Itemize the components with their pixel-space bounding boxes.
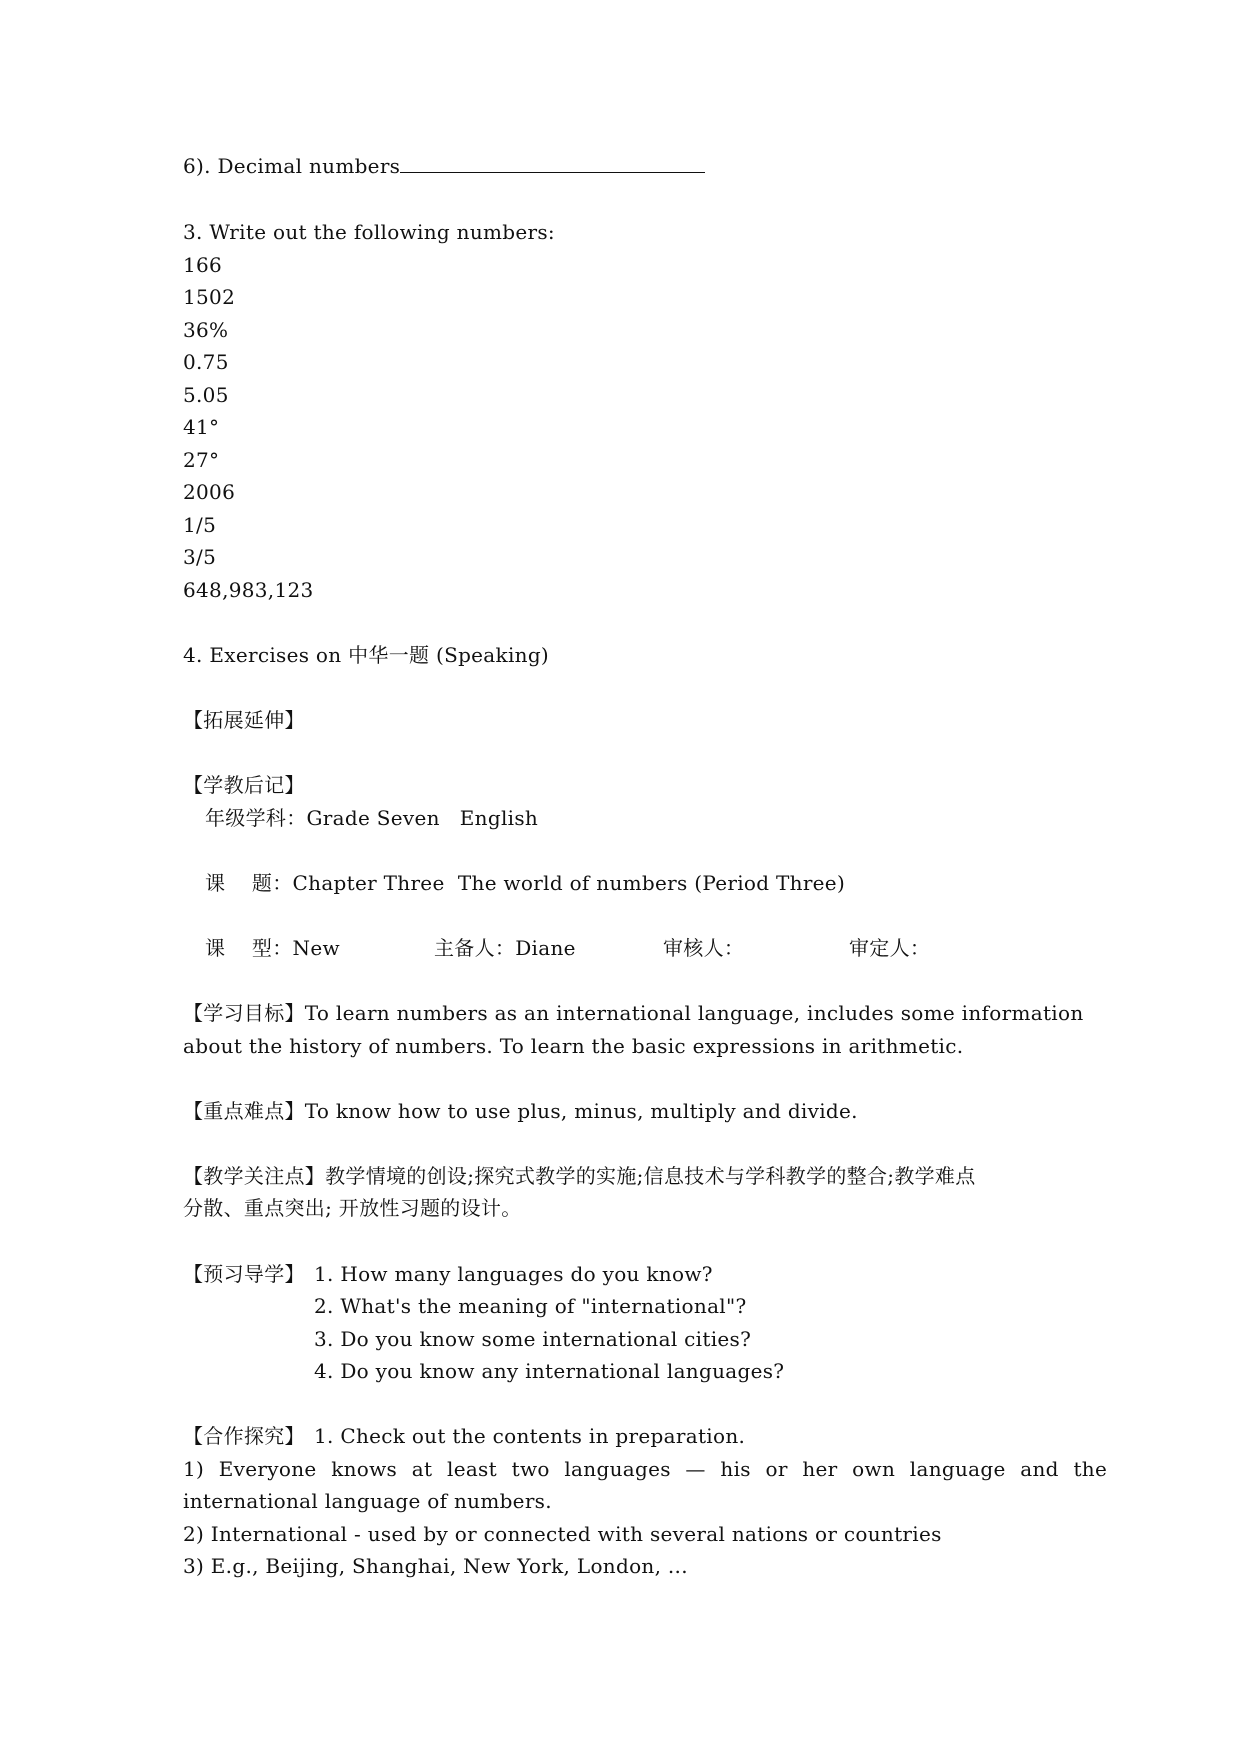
number-item: 648,983,123 xyxy=(183,578,314,602)
key-points: 【重点难点】To know how to use plus, minus, multiply and divide. xyxy=(183,1099,858,1123)
preview-question: 4. Do you know any international languages? xyxy=(314,1359,785,1383)
number-item: 41° xyxy=(183,415,220,439)
objectives-line: about the history of numbers. To learn the basic expressions in arithmetic. xyxy=(183,1034,964,1058)
grade-subject: 年级学科：Grade Seven English xyxy=(205,806,539,830)
lesson-topic: 课 题：Chapter Three The world of numbers (Period Three) xyxy=(205,871,846,895)
cooperation-intro: 1. Check out the contents in preparation. xyxy=(314,1424,746,1448)
section4-heading: 4. Exercises on 中华一题 (Speaking) xyxy=(183,643,550,667)
lesson-type: 课 型：New xyxy=(205,936,340,960)
preparer: 主备人：Diane xyxy=(434,936,576,960)
approver: 审定人： xyxy=(849,936,931,960)
section3-heading: 3. Write out the following numbers: xyxy=(183,220,555,244)
number-item: 36% xyxy=(183,318,229,342)
teaching-focus-line: 分散、重点突出; 开放性习题的设计。 xyxy=(183,1196,522,1220)
number-item: 1/5 xyxy=(183,513,217,537)
preview-heading: 【预习导学】 xyxy=(183,1262,305,1286)
preview-question: 1. How many languages do you know? xyxy=(314,1262,713,1286)
cooperation-heading: 【合作探究】 xyxy=(183,1424,305,1448)
objectives-line: 【学习目标】To learn numbers as an international language, includes some information xyxy=(183,1001,1084,1025)
preview-question: 3. Do you know some international cities? xyxy=(314,1327,752,1351)
cooperation-line: 1) Everyone knows at least two languages — his or her own language and the xyxy=(183,1457,1108,1481)
cooperation-line: 2) International - used by or connected with several nations or countries xyxy=(183,1522,942,1546)
preview-question: 2. What's the meaning of "international"? xyxy=(314,1294,747,1318)
cooperation-line: 3) E.g., Beijing, Shanghai, New York, London, ... xyxy=(183,1554,688,1578)
number-item: 1502 xyxy=(183,285,236,309)
number-item: 166 xyxy=(183,253,223,277)
decimal-numbers-label: 6). Decimal numbers xyxy=(183,154,401,178)
reviewer: 审核人： xyxy=(663,936,745,960)
postscript-heading: 【学教后记】 xyxy=(183,773,305,797)
number-item: 3/5 xyxy=(183,545,217,569)
teaching-focus-line: 【教学关注点】教学情境的创设;探究式教学的实施;信息技术与学科教学的整合;教学难点 xyxy=(183,1164,976,1188)
answer-blank xyxy=(400,152,705,173)
number-item: 2006 xyxy=(183,480,236,504)
extension-heading: 【拓展延伸】 xyxy=(183,708,305,732)
cooperation-line: international language of numbers. xyxy=(183,1489,552,1513)
number-item: 5.05 xyxy=(183,383,229,407)
number-item: 0.75 xyxy=(183,350,229,374)
number-item: 27° xyxy=(183,448,220,472)
decimal-numbers-question xyxy=(183,152,705,180)
